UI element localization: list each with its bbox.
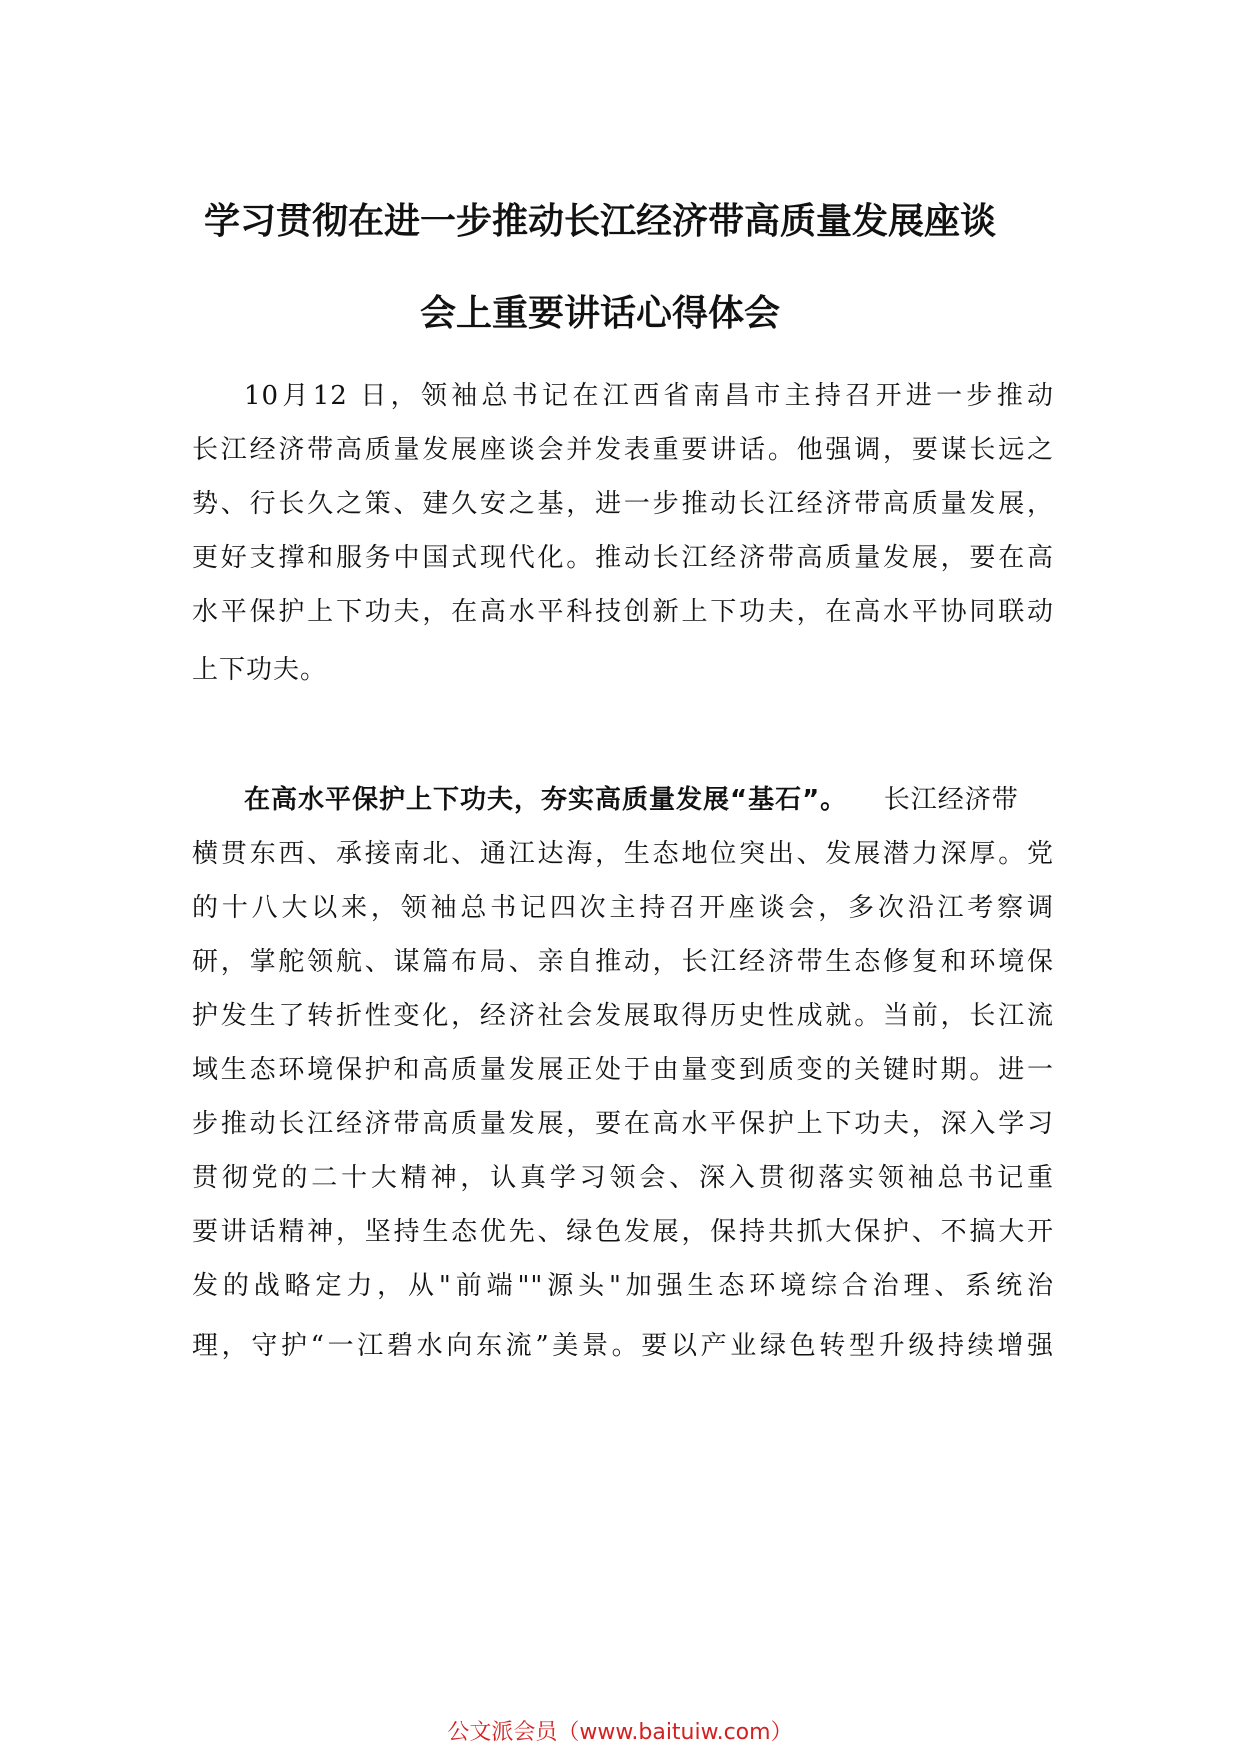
paragraph-2-line-7: 步推动长江经济带高质量发展，要在高水平保护上下功夫，深入学习 — [192, 1109, 1054, 1139]
document-title-line-1: 学习贯彻在进一步推动长江经济带高质量发展座谈 — [203, 201, 996, 242]
footer-watermark-text: 公文派会员（www.baituiw.com） — [447, 1720, 793, 1745]
paragraph-2-line-5: 护发生了转折性变化，经济社会发展取得历史性成就。当前，长江流 — [192, 1001, 1054, 1031]
paragraph-1-line-2: 长江经济带高质量发展座谈会并发表重要讲话。他强调，要谋长远之 — [192, 435, 1054, 465]
paragraph-1-line-6: 上下功夫。 — [192, 655, 328, 685]
paragraph-2-line-3: 的十八大以来，领袖总书记四次主持召开座谈会，多次沿江考察调 — [192, 893, 1054, 923]
paragraph-2-line-9: 要讲话精神，坚持生态优先、绿色发展，保持共抓大保护、不搞大开 — [192, 1217, 1054, 1247]
paragraph-2-line-6: 域生态环境保护和高质量发展正处于由量变到质变的关键时期。进一 — [192, 1055, 1054, 1085]
paragraph-2-line-4: 研，掌舵领航、谋篇布局、亲自推动，长江经济带生态修复和环境保 — [192, 947, 1054, 977]
paragraph-1-line-4: 更好支撑和服务中国式现代化。推动长江经济带高质量发展，要在高 — [192, 543, 1054, 573]
paragraph-2-lead-sentence: 在高水平保护上下功夫，夯实高质量发展“基石”。 — [244, 785, 848, 815]
paragraph-2-line-8: 贯彻党的二十大精神，认真学习领会、深入贯彻落实领袖总书记重 — [192, 1163, 1054, 1193]
paragraph-2-line-1 — [244, 785, 1054, 815]
paragraph-2-line-11: 理，守护“一江碧水向东流”美景。要以产业绿色转型升级持续增强 — [192, 1331, 1054, 1361]
paragraph-2-first-line-rest: 长江经济带 — [883, 785, 1019, 815]
paragraph-2-line-10: 发的战略定力，从"前端""源头"加强生态环境综合治理、系统治 — [192, 1271, 1054, 1301]
paragraph-1-line-5: 水平保护上下功夫，在高水平科技创新上下功夫，在高水平协同联动 — [192, 597, 1054, 627]
paragraph-1-line-1: 10月12 日，领袖总书记在江西省南昌市主持召开进一步推动 — [244, 381, 1054, 411]
document-title-line-2: 会上重要讲话心得体会 — [419, 293, 780, 334]
paragraph-2-line-2: 横贯东西、承接南北、通江达海，生态地位突出、发展潜力深厚。党 — [192, 839, 1054, 869]
paragraph-1-line-3: 势、行长久之策、建久安之基，进一步推动长江经济带高质量发展， — [192, 489, 1054, 519]
